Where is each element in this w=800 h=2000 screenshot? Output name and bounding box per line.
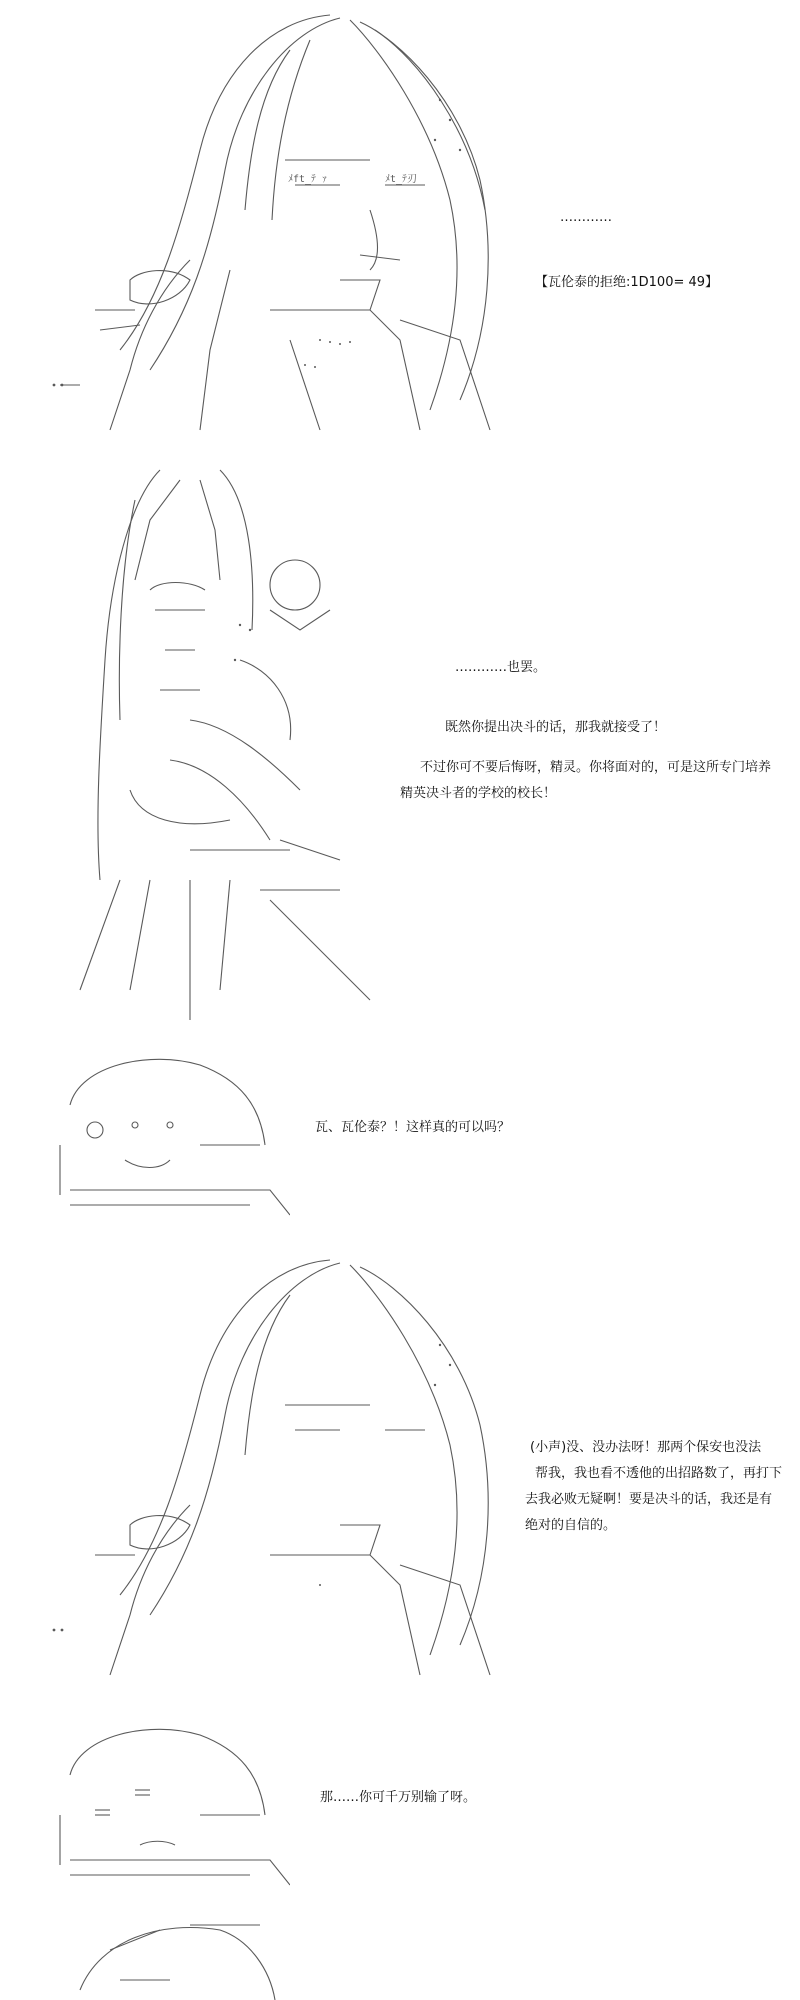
art-text-left-eye: ﾒft_ﾃ ｧ (288, 174, 328, 185)
dialogue-panel-2b (445, 715, 666, 741)
dialogue-line: 绝对的自信的。 (525, 1518, 617, 1533)
dialogue-panel-3 (315, 1115, 510, 1141)
dice-roll-line (535, 270, 718, 296)
dialogue-panel-5 (320, 1785, 476, 1811)
ascii-art-small-character-worried (50, 1715, 290, 1890)
dialogue-line: 精英决斗者的学校的校长！ (400, 786, 557, 801)
dialogue-line: 【瓦伦泰的拒绝:1D100= 49】 (535, 275, 719, 290)
dialogue-line: 既然你提出决斗的话，那我就接受了！ (445, 720, 667, 735)
dialogue-line: 那……你可千万别输了呀。 (320, 1790, 477, 1805)
ascii-art-valentine-long-hair (40, 10, 510, 440)
left-margin-dots (2, 150, 12, 1950)
panel-6-partial (0, 1905, 800, 2000)
dialogue-line: ………… (560, 210, 612, 225)
ascii-art-partial-character (50, 1910, 290, 2000)
panel-1 (0, 0, 800, 440)
panel-5 (0, 1710, 800, 1890)
dialogue-line: (小声)没、没办法呀！那两个保安也没法 (530, 1440, 762, 1455)
ascii-art-valentine-pointing (40, 460, 400, 1020)
dialogue-line: 不过你可不要后悔呀，精灵。你将面对的，可是这所专门培养 (420, 760, 772, 775)
ascii-art-valentine-long-hair-whisper (40, 1255, 510, 1685)
dialogue-line: …………也罢。 (455, 660, 547, 675)
dialogue-panel-4 (525, 1435, 783, 1539)
panel-2 (0, 460, 800, 1020)
dialogue-line: 帮我，我也看不透他的出招路数了，再打下 (535, 1466, 783, 1481)
dialogue-line: 瓦、瓦伦泰？！这样真的可以吗？ (315, 1120, 511, 1135)
panel-3 (0, 1040, 800, 1220)
dialogue-panel-1 (560, 205, 612, 231)
art-text-right-eye: ﾒt_ﾃ刃 (385, 174, 418, 185)
panel-4 (0, 1245, 800, 1695)
dialogue-panel-2c (400, 755, 772, 807)
dialogue-panel-2 (455, 655, 546, 681)
dialogue-line: 去我必败无疑啊！要是决斗的话，我还是有 (525, 1492, 773, 1507)
ascii-art-small-character (50, 1045, 290, 1220)
